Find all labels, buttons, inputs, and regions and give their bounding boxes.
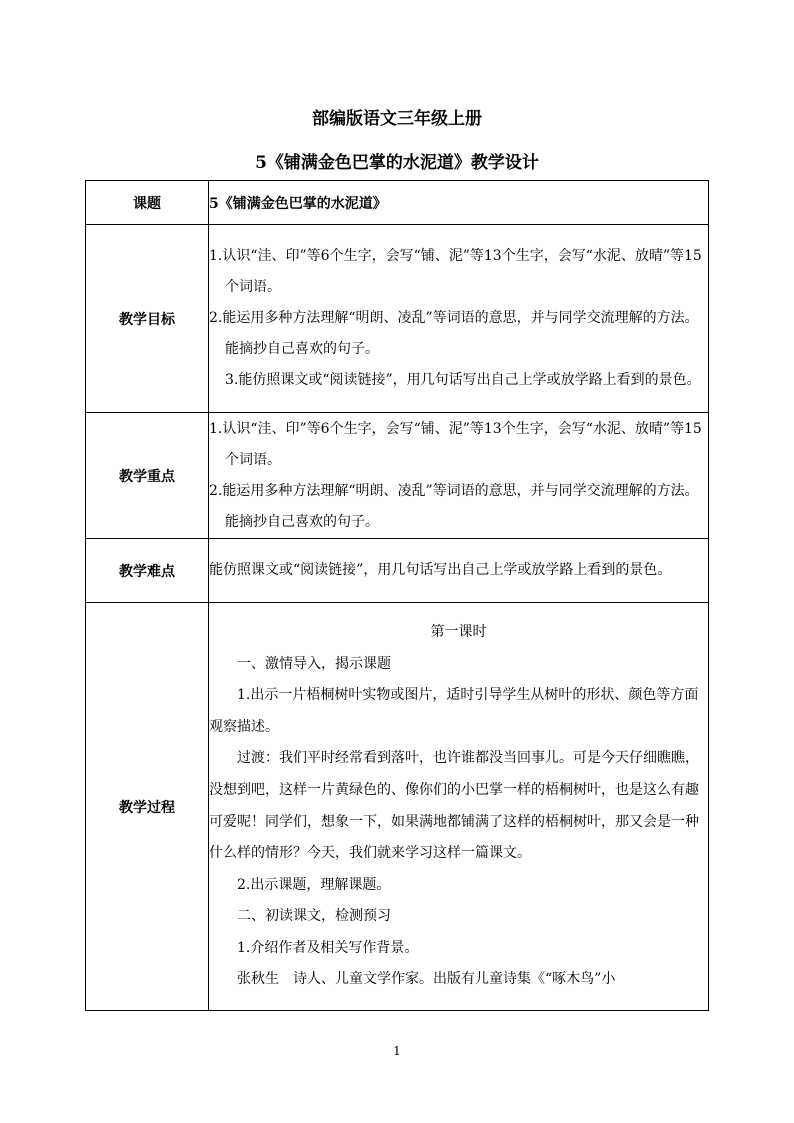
- keypoints-label: 教学重点: [86, 413, 209, 539]
- difficulty-content: 能仿照课文或“阅读链接”，用几句话写出自己上学或放学路上看到的景色。: [209, 539, 709, 603]
- process-label: 教学过程: [86, 603, 209, 1011]
- process-paragraph: 2.出示课题，理解课题。: [237, 876, 391, 893]
- process-paragraph: 过渡：我们平时经常看到落叶，也许谁都没当回事儿。可是今天仔细瞧瞧，没想到吧，这样一片黄绿色的、像你们的小巴掌一样的梧桐树叶，也是这么有趣可爱呢！同学们，想象一下，如果满地都铺满了这样的梧桐树叶，那又会是一种什么样的情形？今天，我们就来学习这样一篇课文。: [209, 750, 699, 862]
- keypoint-item-1: 1.认识“洼、印”等6个生字，会写“铺、泥”等13个生字，会写“水泥、放晴”等15个词语。: [209, 420, 702, 468]
- keypoints-content: [209, 413, 709, 539]
- process-content: [209, 603, 709, 1011]
- goal-item-1: 1.认识“洼、印”等6个生字，会写“铺、泥”等13个生字，会写“水泥、放晴”等15个词语。: [209, 248, 702, 295]
- table-row-topic: [86, 181, 709, 225]
- table-row-difficulty: [86, 539, 709, 603]
- process-paragraph: 一、激情导入，揭示课题: [237, 655, 391, 672]
- process-paragraph: 1.介绍作者及相关写作背景。: [237, 939, 419, 956]
- goals-label: 教学目标: [86, 225, 209, 413]
- page-number: 1: [393, 1044, 401, 1058]
- table-row-goals: [86, 225, 709, 413]
- table-row-process: [86, 603, 709, 1011]
- process-paragraph: 张秋生 诗人、儿童文学作家。出版有儿童诗集《“啄木鸟”小: [237, 971, 616, 988]
- topic-label: 课题: [86, 181, 209, 225]
- process-paragraph: 第一课时: [430, 623, 487, 640]
- goals-content: [209, 225, 709, 413]
- goal-item-2: 2.能运用多种方法理解“明朗、凌乱”等词语的意思，并与同学交流理解的方法。能摘抄自己喜欢的句子。: [209, 310, 699, 357]
- document-subtitle: 5《铺满金色巴掌的水泥道》教学设计: [255, 153, 539, 173]
- goal-item-3: 3.能仿照课文或“阅读链接”，用几句话写出自己上学或放学路上看到的景色。: [225, 372, 701, 388]
- keypoint-item-2: 2.能运用多种方法理解“明朗、凌乱”等词语的意思，并与同学交流理解的方法。能摘抄自己喜欢的句子。: [209, 482, 699, 530]
- table-row-keypoints: [86, 413, 709, 539]
- process-paragraph: 二、初读课文，检测预习: [237, 908, 391, 925]
- document-title: 部编版语文三年级上册: [312, 109, 482, 129]
- lesson-plan-table: [85, 180, 709, 1011]
- topic-value: 5《铺满金色巴掌的水泥道》: [209, 181, 709, 225]
- difficulty-label: 教学难点: [86, 539, 209, 603]
- process-paragraph: 1.出示一片梧桐树叶实物或图片，适时引导学生从树叶的形状、颜色等方面观察描述。: [209, 687, 699, 735]
